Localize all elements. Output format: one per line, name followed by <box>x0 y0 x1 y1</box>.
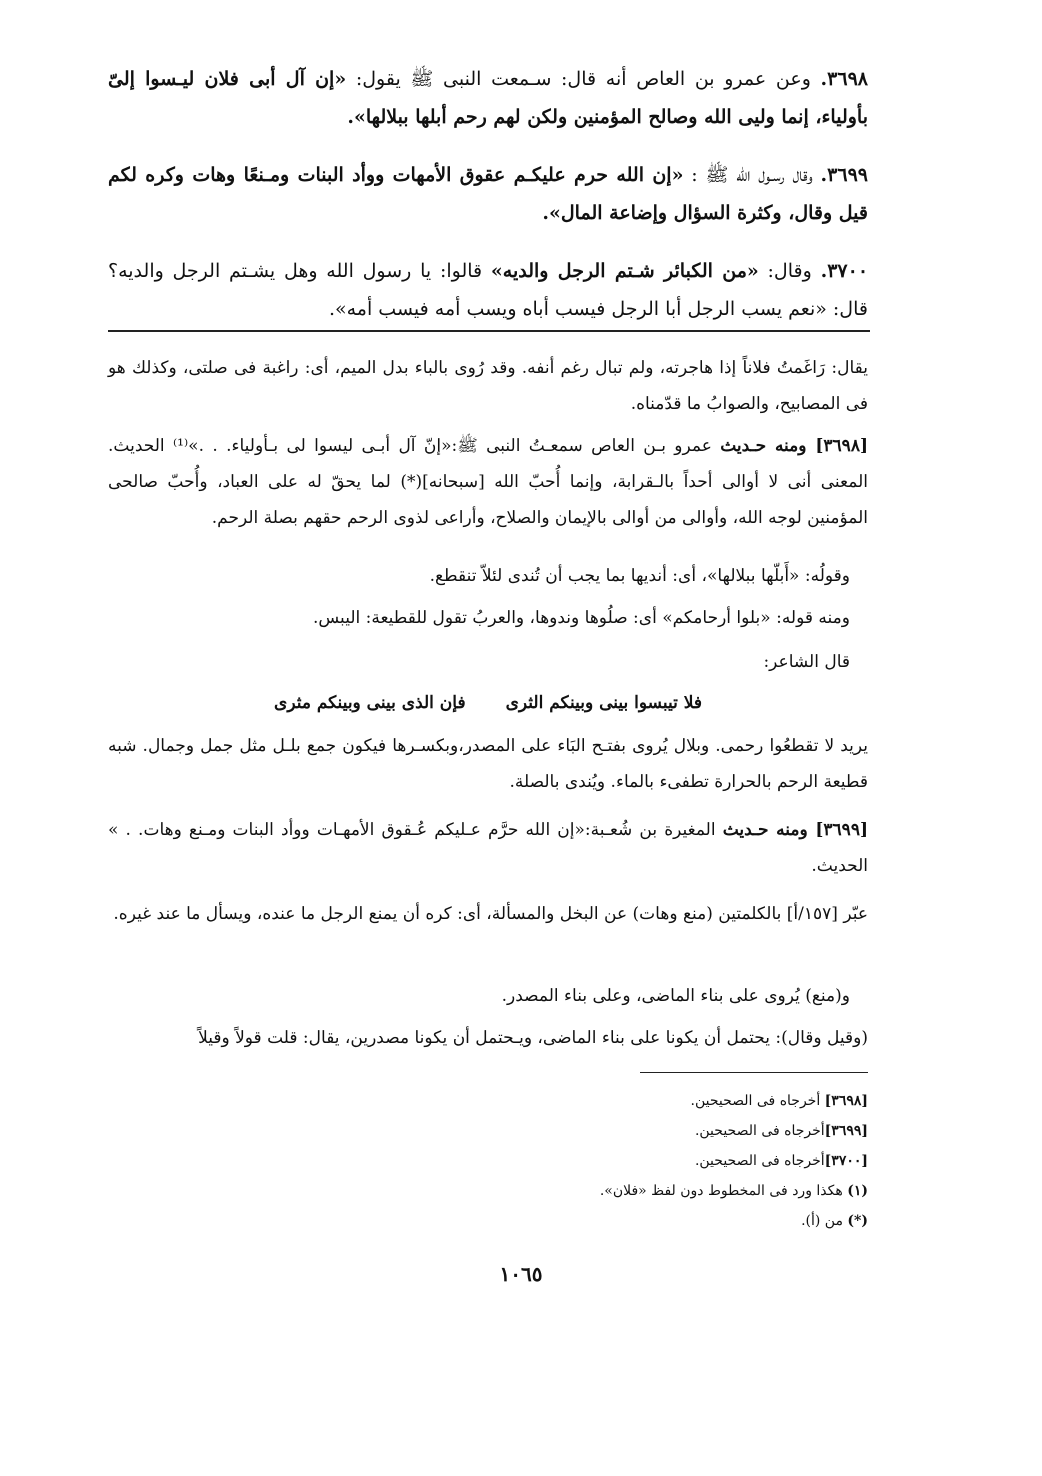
hadith-quote: «من الكبائر شـتم الرجل والديه» <box>490 260 759 282</box>
footnote-text: أخرجاه فى الصحيحين. <box>694 1123 825 1139</box>
hadith-intro: وقال: <box>758 260 812 282</box>
hadith-3698 <box>108 60 868 136</box>
footnote-text: هكذا ورد فى المخطوط دون لفظ «فلان». <box>599 1183 848 1199</box>
hadith-quote: «إن آل أبى فلان ليـسوا إلىّ بأولياء، إنما وليى الله وصالح المؤمنين ولكن لهم رحم أبلها ببلالها». <box>108 68 868 128</box>
commentary-text: (وقيل وقال): يحتمل أن يكونا على بناء الماضى، ويـحتمل أن يكونا مصدرين، يقال: قلت قولاً وقيلاً <box>198 1028 868 1048</box>
footnote-text: من (أ). <box>801 1213 848 1229</box>
poetry-verse <box>108 686 868 720</box>
commentary-p5 <box>108 644 868 680</box>
hadith-intro: وعن عمرو بن العاص أنه قال: سـمعت النبى ﷺ يقول: <box>346 68 811 90</box>
commentary-p4 <box>108 600 868 636</box>
hadith-intro: وقال رسـول الله ﷺ : <box>683 164 813 186</box>
footnote <box>108 1146 868 1176</box>
hadith-number: ٣٦٩٩. <box>820 164 868 186</box>
hadith-number: ٣٦٩٨. <box>820 68 868 90</box>
footnote <box>108 1116 868 1146</box>
commentary-text: عمرو بـن العاص سمعـتُ النبى ﷺ:«إنّ آل أبـى ليسوا لى بـأولياء. . .»⁽¹⁾ الحديث. المعنى أنى لا أوالى أحداً بالـقرابة، وإنما أُحبّ الله [سبحانه](*) لما يحقّ له على العباد، وأُحبّ صالحى المؤمنين لوجه الله، وأوالى من أوالى بالإيمان والصلاح، وأراعى لذوى الرحم حقهم بصلة الرحم. <box>108 436 868 528</box>
footnote-label: (١) <box>847 1183 868 1199</box>
commentary-p8 <box>108 896 868 932</box>
commentary-p9 <box>108 978 868 1014</box>
commentary-text: يريد لا تقطعُوا رحمى. وبلال يُروى بفتـح البَاء على المصدر،وبكسـرها فيكون جمع بلـل مثل جمل وجمال. شبه قطيعة الرحم بالحرارة تطفىء بالماء. ويُندى بالصلة. <box>108 736 868 792</box>
page-number: ١٠٦٥ <box>499 1262 543 1286</box>
commentary-text: و(منع) يُروى على بناء الماضى، وعلى بناء المصدر. <box>501 986 850 1006</box>
commentary-p6 <box>108 728 868 800</box>
section-divider <box>108 330 870 332</box>
footnote-label: [٣٧٠٠] <box>824 1153 868 1169</box>
commentary-p1 <box>108 350 868 422</box>
commentary-text: عبّر [١٥٧/أ] بالكلمتين (منع وهات) عن البخل والمسألة، أى: كره أن يمنع الرجل ما عنده، ويسأل ما عند غيره. <box>113 904 868 924</box>
footnote-label: [٣٦٩٩] <box>824 1123 868 1139</box>
hadith-quote: «إن الله حرم عليكـم عقوق الأمهات ووأد البنات ومـنعًا وهات وكره لكم قيل وقال، وكثرة السؤال وإضاعة المال». <box>108 164 868 224</box>
commentary-p2 <box>108 428 868 536</box>
footnotes <box>108 1086 868 1236</box>
commentary-heading: [٣٦٩٨] ومنه حـديث <box>720 436 868 456</box>
hadith-3700 <box>108 252 868 328</box>
verse-second-hemistich: فإن الذى بينى وبينكم مثرى <box>274 693 466 713</box>
footnote <box>108 1176 868 1206</box>
commentary-text: يقال: رَاغَمتُ فلاناً إذا هاجرته، ولم تبال رغم أنفه. وقد رُوى بالباء بدل الميم، أى: راغبة فى صلتى، وكذلك هو فى المصابيح، والصوابُ ما قدّمناه. <box>108 358 868 414</box>
footnote-label: [٣٦٩٨] <box>824 1093 868 1109</box>
footnote-text: أخرجاه فى الصحيحين. <box>690 1093 825 1109</box>
footnote-label: (*) <box>847 1213 868 1229</box>
commentary-text: المغيرة بن شُعـبة:«إن الله حرَّم عـليكم عُـقوق الأمهـات ووأد البنات ومـنع وهات. . » الحديث. <box>108 820 868 876</box>
hadith-continuation: قالوا: يا رسول الله وهل يشـتم الرجل والديه؟ قال: «نعم يسب الرجل أبا الرجل فيسب أباه ويسب أمه فيسب أمه». <box>108 260 868 320</box>
commentary-heading: [٣٦٩٩] ومنه حـديث <box>722 820 868 840</box>
commentary-text: وقولُه: «أَبلّها ببلالها»، أى: أنديها بما يجب أن تُندى لئلاّ تنقطع. <box>429 566 850 586</box>
commentary-p7 <box>108 812 868 884</box>
commentary-text: ومنه قوله: «بلوا أرحامكم» أى: صلُوها وندوها، والعربُ تقول للقطيعة: اليبس. <box>312 608 850 628</box>
commentary-p3 <box>108 558 868 594</box>
poet-intro: قال الشاعر: <box>763 652 850 672</box>
footnote-text: أخرجاه فى الصحيحين. <box>694 1153 825 1169</box>
footnote <box>108 1206 868 1236</box>
hadith-3699 <box>108 156 868 232</box>
verse-first-hemistich: فلا تيبسوا بينى وبينكم الثرى <box>505 693 702 713</box>
hadith-number: ٣٧٠٠. <box>820 260 869 282</box>
footnote <box>108 1086 868 1116</box>
commentary-p10 <box>108 1020 868 1056</box>
footnote-divider <box>640 1072 868 1073</box>
